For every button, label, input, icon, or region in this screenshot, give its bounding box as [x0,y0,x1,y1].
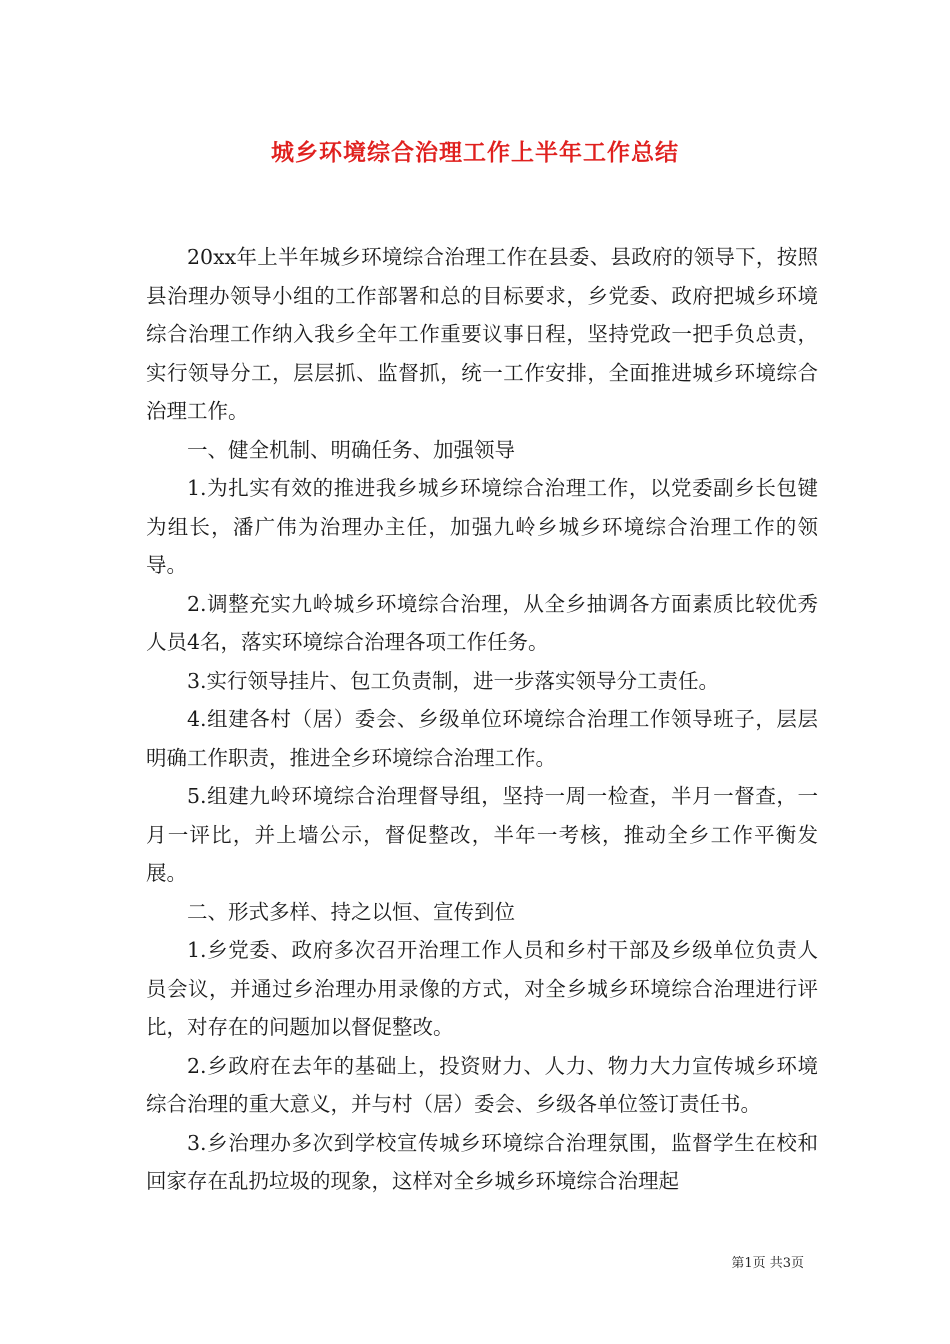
document-title: 城乡环境综合治理工作上半年工作总结 [271,140,679,166]
page-number: 第1页 共3页 [731,1256,804,1271]
document-body [146,238,818,1201]
list-item: 3.实行领导挂片、包工负责制，进一步落实领导分工责任。 [187,668,720,693]
list-item: 1.为扎实有效的推进我乡城乡环境综合治理工作，以党委副乡长包键为组长，潘广伟为治理办主任，加强九岭乡城乡环境综合治理工作的领导。 [146,476,818,577]
section-heading-1: 一、健全机制、明确任务、加强领导 [187,437,515,462]
list-item: 4.组建各村（居）委会、乡级单位环境综合治理工作领导班子，层层明确工作职责，推进全乡环境综合治理工作。 [146,707,818,770]
list-item: 2.调整充实九岭城乡环境综合治理，从全乡抽调各方面素质比较优秀人员4名，落实环境综合治理各项工作任务。 [146,591,818,654]
paragraph-intro: 20xx年上半年城乡环境综合治理工作在县委、县政府的领导下，按照县治理办领导小组的工作部署和总的目标要求，乡党委、政府把城乡环境综合治理工作纳入我乡全年工作重要议事日程，坚持党政一把手负总责，实行领导分工，层层抓、监督抓，统一工作安排，全面推进城乡环境综合治理工作。 [146,245,818,423]
section-heading-2: 二、形式多样、持之以恒、宣传到位 [187,899,515,924]
list-item: 3.乡治理办多次到学校宣传城乡环境综合治理氛围，监督学生在校和回家存在乱扔垃圾的现象，这样对全乡城乡环境综合治理起 [146,1130,818,1193]
list-item: 5.组建九岭环境综合治理督导组，坚持一周一检查，半月一督查，一月一评比，并上墙公示，督促整改，半年一考核，推动全乡工作平衡发展。 [146,784,818,885]
list-item: 2.乡政府在去年的基础上，投资财力、人力、物力大力宣传城乡环境综合治理的重大意义，并与村（居）委会、乡级各单位签订责任书。 [146,1053,818,1116]
list-item: 1.乡党委、政府多次召开治理工作人员和乡村干部及乡级单位负责人员会议，并通过乡治理办用录像的方式，对全乡城乡环境综合治理进行评比，对存在的问题加以督促整改。 [146,938,818,1039]
